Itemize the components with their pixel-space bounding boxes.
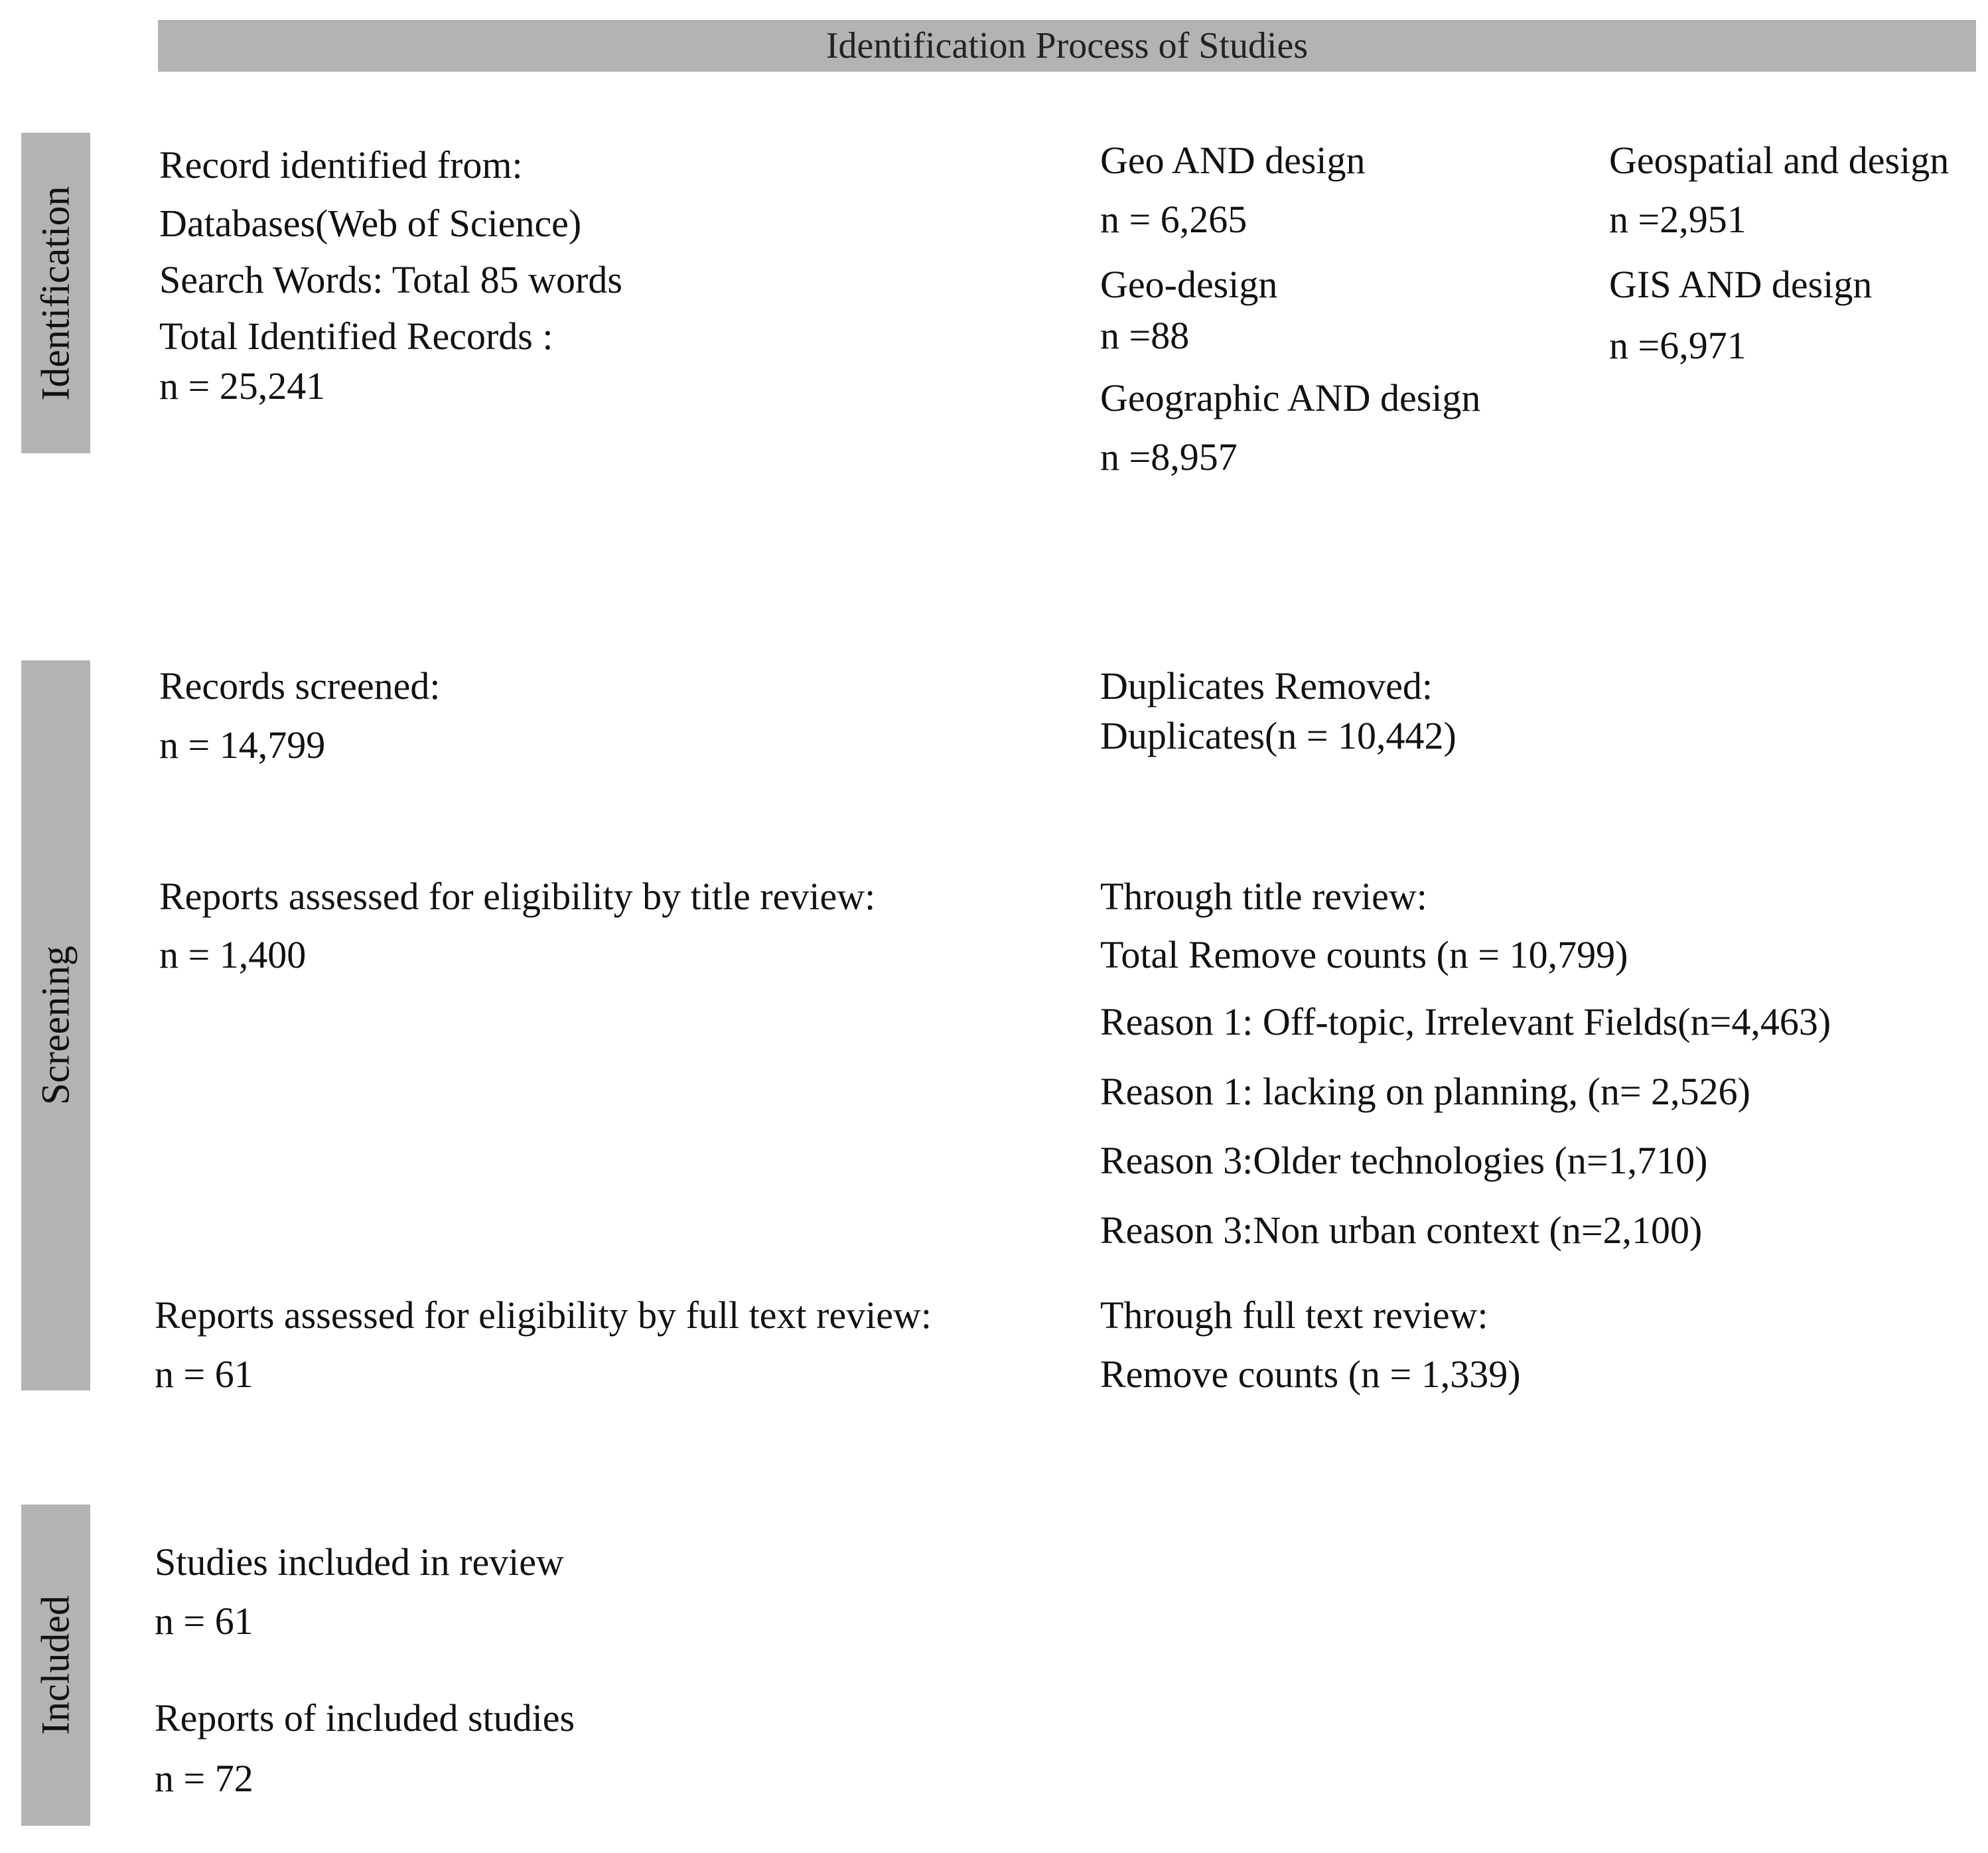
search-count-geographic-and-design: n =8,957 xyxy=(1100,435,1238,479)
search-count-geospatial-and-design: n =2,951 xyxy=(1609,198,1746,241)
title-review-removed-label: Through title review: xyxy=(1100,875,1427,918)
search-count-gis-and-design: n =6,971 xyxy=(1609,324,1746,367)
identification-total-label: Total Identified Records : xyxy=(159,315,553,358)
title-review-label: Reports assessed for eligibility by title review: xyxy=(159,875,876,918)
reports-included-label: Reports of included studies xyxy=(155,1696,575,1740)
search-term-geographic-and-design: Geographic AND design xyxy=(1100,376,1481,419)
search-count-geo-and-design: n = 6,265 xyxy=(1100,198,1247,241)
identification-source-label: Record identified from: xyxy=(159,143,523,186)
diagram-title: Identification Process of Studies xyxy=(825,25,1309,66)
search-term-geospatial-and-design: Geospatial and design xyxy=(1609,139,1950,182)
stage-bar-identification xyxy=(21,133,90,453)
reports-included-count: n = 72 xyxy=(155,1757,253,1800)
search-term-gis-and-design: GIS AND design xyxy=(1609,263,1873,306)
studies-included-label: Studies included in review xyxy=(155,1540,564,1584)
duplicates-removed-label: Duplicates Removed: xyxy=(1100,664,1433,707)
identification-database: Databases(Web of Science) xyxy=(159,202,582,245)
exclusion-reason: Reason 1: Off-topic, Irrelevant Fields(n=4,463) xyxy=(1100,1000,1831,1043)
title-review-count: n = 1,400 xyxy=(159,933,307,976)
records-screened-label: Records screened: xyxy=(159,664,441,707)
search-count-geo-design: n =88 xyxy=(1100,314,1190,357)
search-term-geo-design: Geo-design xyxy=(1100,263,1278,306)
full-text-review-label: Reports assessed for eligibility by full text review: xyxy=(155,1294,932,1337)
full-text-review-count: n = 61 xyxy=(155,1353,253,1396)
title-review-removed-total: Total Remove counts (n = 10,799) xyxy=(1100,933,1628,976)
exclusion-reason: Reason 3:Older technologies (n=1,710) xyxy=(1100,1139,1708,1182)
identification-search-words: Search Words: Total 85 words xyxy=(159,258,622,301)
exclusion-reason: Reason 1: lacking on planning, (n= 2,526) xyxy=(1100,1070,1750,1113)
stage-label-included: Included xyxy=(33,1595,78,1735)
full-text-removed-label: Through full text review: xyxy=(1100,1294,1488,1337)
stage-bar-included xyxy=(21,1505,90,1826)
exclusion-reason: Reason 3:Non urban context (n=2,100) xyxy=(1100,1209,1703,1252)
duplicates-removed-count: Duplicates(n = 10,442) xyxy=(1100,714,1456,757)
full-text-removed-count: Remove counts (n = 1,339) xyxy=(1100,1353,1521,1396)
search-term-geo-and-design: Geo AND design xyxy=(1100,139,1366,182)
records-screened-count: n = 14,799 xyxy=(159,723,326,767)
identification-total-count: n = 25,241 xyxy=(159,364,326,408)
diagram-title-bar xyxy=(158,20,1976,72)
stage-label-identification: Identification xyxy=(33,185,78,401)
stage-label-screening: Screening xyxy=(33,946,78,1105)
stage-bar-screening xyxy=(21,660,90,1390)
studies-included-count: n = 61 xyxy=(155,1599,253,1643)
